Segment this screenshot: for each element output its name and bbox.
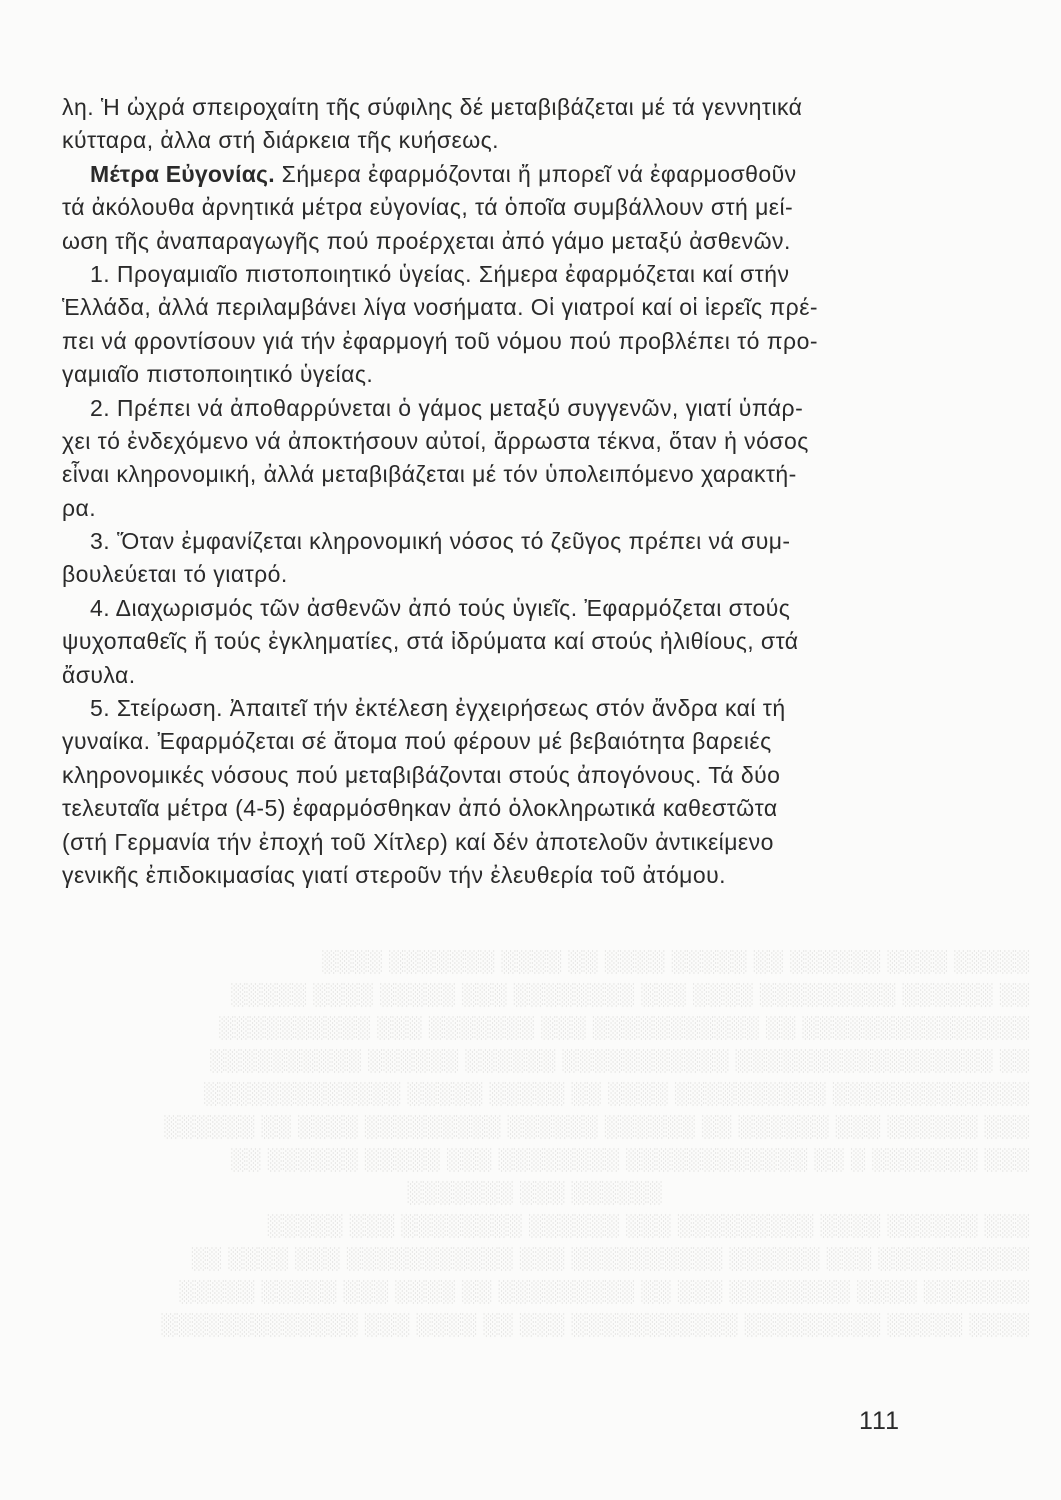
bleed-through-texture: ░░░░░ ░░░░ ░░░░░░ ░░ ░░░░░ ░░░░ ░░ ░░░░ ░░░░░░░ ░░░░ ░░ ░░░░░░ ░░░░░░░░░ ░░░░ ░░░ ░░░░░░░░ ░░░ ░░░░░ ░░░░ ░░░░░ ░░░░░░░░░░░░░░░ ░░ ░░░░░░░░░░░ ░░░ ░░░░░░░ ░░░ ░░░░░░░░░░ ░░ ░░░░░░░░░░░░░░░░░ ░░░░░░░░░░░ ░░░░░░ ░░░░░░ ░░░░░░░░░░ ░░░░░░░░░░░░░ ░░░░░░░░░░ ░░░░ ░░ ░░░░░ ░░░░░ ░░░░░░░░░░░░░ ░░░ ░░░░░░ ░░░ ░░░░░░ ░░ ░░░░░░ ░░░░░░ ░░░░░░░░░ ░░░░ ░░ ░░░░░░ ░░░ ░░░░░░░ ░ ░░ ░░░░░░░░░░░░ ░░░░░░░░ ░░░ ░░░░░ ░░░░░░ ░░ ░░░░░░ ░░░ ░░░░░░░ ░░░ ░░░░░░ ░░░░ ░░░░░░░░░ ░░░ ░░░░░░ ░░░░░░░░ ░░░ ░░░░░ ░░░░░░░░░░ ░░░ ░░░░░░ ░░░░░░░░░░ ░░░ ░░░░░░░░░░░ ░░░ ░░░░ ░░ ░░░░░░░ ░░░░ ░░░░░░░░ ░░░ ░░ ░░░░░░░░░ ░░ ░░░░ ░░░ ░░░░░ ░░░░░ ░░░░ ░░░░░ ░░░░░░░░░ ░░░░░░░░░░░ ░░░ ░░ ░░░░ ░░░ ░░░░░░░░░░░░░ [161, 950, 1030, 1336]
text-line: τά ἀκόλουθα ἀρνητικά μέτρα εὐγονίας, τά ὁποῖα συμβάλλουν στή μεί- [62, 194, 794, 221]
text-line: βουλεύεται τό γιατρό. [62, 561, 288, 588]
list-item-1: 1. Προγαμιαῖο πιστοποιητικό ὑγείας. Σήμερα ἐφαρμόζεται καί στήν [90, 260, 790, 287]
eugenics-paragraph-first-line [62, 158, 896, 191]
text-line: ρα. [62, 494, 97, 521]
text-line: πει νά φροντίσουν γιά τήν ἐφαρμογή τοῦ νόμου πού προβλέπει τό προ- [62, 327, 818, 354]
text-line: Σήμερα ἐφαρμόζονται ἤ μπορεῖ νά ἐφαρμοσθοῦν [281, 160, 797, 187]
text-line: λη. Ἡ ὠχρά σπειροχαίτη τῆς σύφιλης δέ μεταβιβάζεται μέ τά γεννητικά [62, 94, 803, 120]
text-line: κύτταρα, ἀλλα στή διάρκεια τῆς κυήσεως. [62, 127, 499, 154]
text-line: (στή Γερμανία τήν ἐποχή τοῦ Χίτλερ) καί δέν ἀποτελοῦν ἀντικείμενο [62, 828, 774, 855]
text-line: κληρονομικές νόσους πού μεταβιβάζονται στούς ἀπογόνους. Τά δύο [62, 761, 781, 788]
text-line: γαμιαῖο πιστοποιητικό ὑγείας. [62, 361, 374, 388]
text-line: τελευταῖα μέτρα (4-5) ἐφαρμόσθηκαν ἀπό ὁλοκληρωτικά καθεστῶτα [62, 795, 778, 822]
list-item-5: 5. Στείρωση. Ἀπαιτεῖ τήν ἐκτέλεση ἐγχειρήσεως στόν ἄνδρα καί τή [90, 695, 786, 722]
list-item-3: 3. Ὅταν ἐμφανίζεται κληρονομική νόσος τό ζεῦγος πρέπει νά συμ- [90, 528, 791, 555]
body-text [62, 91, 896, 892]
text-line: ἄσυλα. [62, 661, 136, 688]
text-line: ψυχοπαθεῖς ἤ τούς ἐγκληματίες, στά ἱδρύματα καί στούς ἠλιθίους, στά [62, 628, 799, 655]
eugenics-heading: Μέτρα Εὐγονίας. [90, 160, 275, 187]
text-line: γενικῆς ἐπιδοκιμασίας γιατί στεροῦν τήν ἐλευθερία τοῦ ἀτόμου. [62, 861, 726, 888]
text-line: Ἑλλάδα, ἀλλά περιλαμβάνει λίγα νοσήματα. Οἱ γιατροί καί οἱ ἱερεῖς πρέ- [62, 294, 819, 321]
page-number: 111 [859, 1407, 901, 1435]
text-line: εἶναι κληρονομική, ἀλλά μεταβιβάζεται μέ τόν ὑπολειπόμενο χαρακτή- [62, 461, 797, 488]
text-line: ωση τῆς ἀναπαραγωγῆς πού προέρχεται ἀπό γάμο μεταξύ ἀσθενῶν. [62, 227, 791, 254]
text-line: γυναίκα. Ἐφαρμόζεται σέ ἄτομα πού φέρουν μέ βεβαιότητα βαρειές [62, 728, 772, 755]
list-item-2: 2. Πρέπει νά ἀποθαρρύνεται ὁ γάμος μεταξύ συγγενῶν, γιατί ὑπάρ- [90, 394, 804, 421]
list-item-4: 4. Διαχωρισμός τῶν ἀσθενῶν ἀπό τούς ὑγιεῖς. Ἐφαρμόζεται στούς [90, 594, 791, 621]
text-line: χει τό ἐνδεχόμενο νά ἀποκτήσουν αὐτοί, ἄρρωστα τέκνα, ὅταν ἡ νόσος [62, 427, 809, 454]
